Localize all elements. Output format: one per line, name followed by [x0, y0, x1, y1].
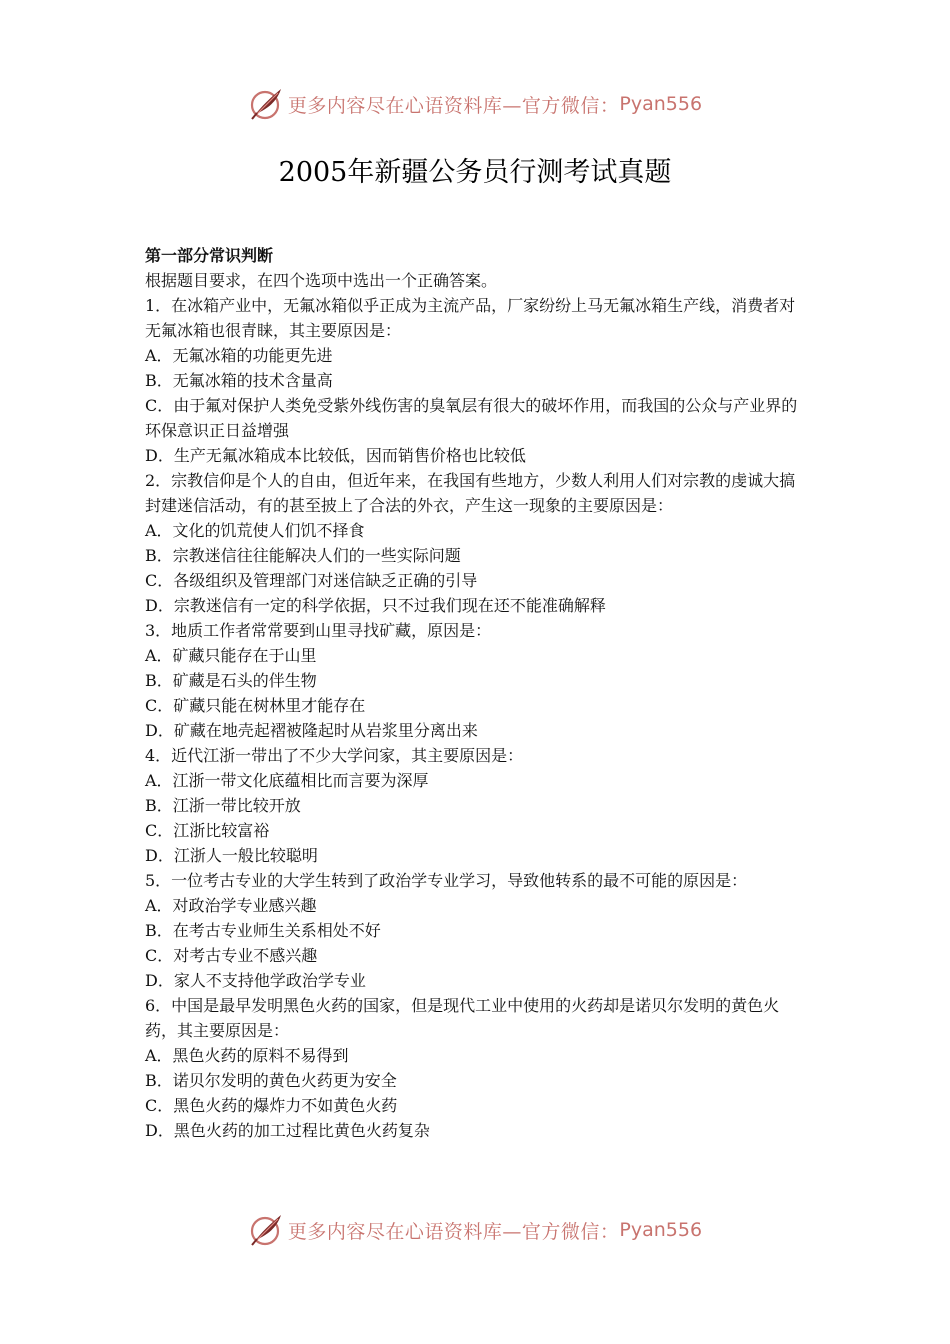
question-stem: 3．地质工作者常常要到山里寻找矿藏，原因是：: [145, 621, 492, 640]
option-a: A．文化的饥荒使人们饥不择食: [145, 521, 365, 540]
option-b: B．矿藏是石头的伴生物: [145, 671, 317, 690]
header-banner-text: 更多内容尽在心语资料库—官方微信：: [287, 94, 620, 117]
option-b: B．江浙一带比较开放: [145, 796, 301, 815]
question-stem: 6．中国是最早发明黑色火药的国家，但是现代工业中使用的火药却是诺贝尔发明的黄色火药，其主要原因是：: [145, 996, 780, 1040]
question-6: [145, 993, 810, 1143]
question-stem: 1．在冰箱产业中，无氟冰箱似乎正成为主流产品，厂家纷纷上马无氟冰箱生产线，消费者对无氟冰箱也很青睐，其主要原因是：: [145, 296, 796, 340]
option-b: B．无氟冰箱的技术含量高: [145, 371, 333, 390]
option-b: B．宗教迷信往往能解决人们的一些实际问题: [145, 546, 461, 565]
option-d: D．生产无氟冰箱成本比较低，因而销售价格也比较低: [145, 446, 526, 465]
question-5: [145, 868, 810, 993]
option-c: C．对考古专业不感兴趣: [145, 946, 318, 965]
option-a: A．矿藏只能存在于山里: [145, 646, 317, 665]
option-c: C．江浙比较富裕: [145, 821, 270, 840]
page-title: 2005年新疆公务员行测考试真题: [278, 157, 672, 188]
footer-banner-text: 更多内容尽在心语资料库—官方微信：: [287, 1220, 620, 1243]
question-4: [145, 743, 810, 868]
header-banner-id: Pyan556: [619, 93, 703, 115]
footer-banner-id: Pyan556: [619, 1219, 703, 1241]
option-d: D．江浙人一般比较聪明: [145, 846, 318, 865]
question-stem: 4．近代江浙一带出了不少大学问家，其主要原因是：: [145, 746, 524, 765]
section-instruction: 根据题目要求，在四个选项中选出一个正确答案。: [145, 271, 498, 290]
option-d: D．矿藏在地壳起褶被隆起时从岩浆里分离出来: [145, 721, 478, 740]
feather-pen-logo-icon: [248, 86, 284, 122]
option-c: C．黑色火药的爆炸力不如黄色火药: [145, 1096, 398, 1115]
option-d: D．宗教迷信有一定的科学依据，只不过我们现在还不能准确解释: [145, 596, 606, 615]
question-stem: 5．一位考古专业的大学生转到了政治学专业学习，导致他转系的最不可能的原因是：: [145, 871, 748, 890]
option-d: D．家人不支持他学政治学专业: [145, 971, 366, 990]
option-a: A．对政治学专业感兴趣: [145, 896, 317, 915]
document-body: [145, 243, 810, 1143]
option-a: A．黑色火药的原料不易得到: [145, 1046, 349, 1065]
section-heading: 第一部分常识判断: [145, 246, 274, 265]
option-b: B．在考古专业师生关系相处不好: [145, 921, 381, 940]
option-c: C．各级组织及管理部门对迷信缺乏正确的引导: [145, 571, 478, 590]
question-3: [145, 618, 810, 743]
option-b: B．诺贝尔发明的黄色火药更为安全: [145, 1071, 397, 1090]
feather-pen-logo-icon: [248, 1212, 284, 1248]
option-a: A．无氟冰箱的功能更先进: [145, 346, 333, 365]
option-c: C．由于氟对保护人类免受紫外线伤害的臭氧层有很大的破坏作用，而我国的公众与产业界的环保意识正日益增强: [145, 396, 798, 440]
option-d: D．黑色火药的加工过程比黄色火药复杂: [145, 1121, 430, 1140]
question-2: [145, 468, 810, 618]
question-stem: 2．宗教信仰是个人的自由，但近年来，在我国有些地方，少数人利用人们对宗教的虔诚大搞封建迷信活动，有的甚至披上了合法的外衣，产生这一现象的主要原因是：: [145, 471, 796, 515]
footer-banner: [0, 1208, 950, 1252]
option-c: C．矿藏只能在树林里才能存在: [145, 696, 366, 715]
header-banner: [0, 82, 950, 126]
question-1: [145, 293, 810, 468]
option-a: A．江浙一带文化底蕴相比而言要为深厚: [145, 771, 429, 790]
